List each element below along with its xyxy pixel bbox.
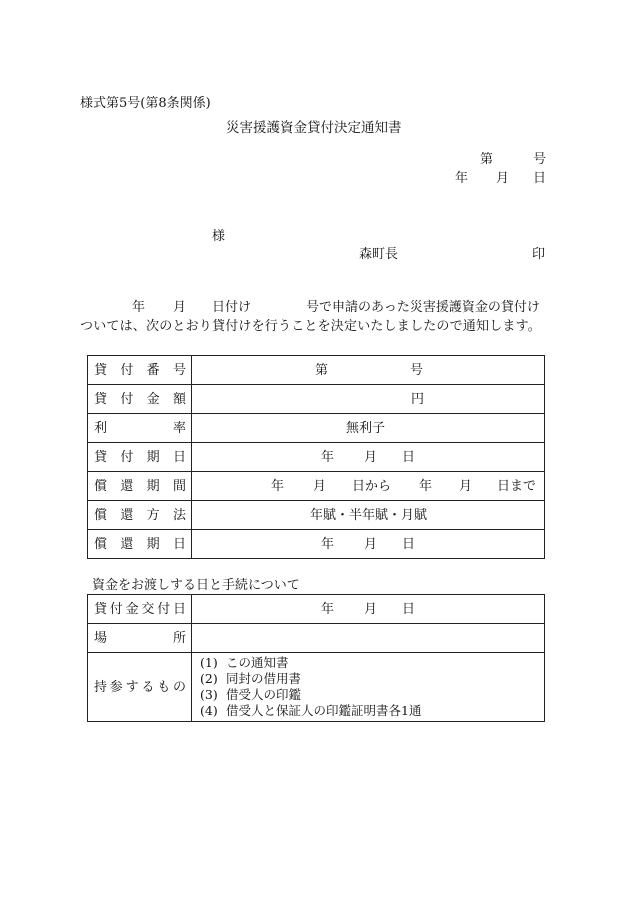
label-char: 還 bbox=[120, 478, 134, 494]
document-title: 災害援護資金貸付決定通知書 bbox=[226, 120, 402, 136]
value-yen: 円 bbox=[411, 392, 425, 407]
table-row bbox=[88, 624, 545, 653]
value-loan-date bbox=[192, 443, 545, 472]
label-char: 期 bbox=[146, 449, 160, 465]
label-char: 貸 bbox=[94, 362, 108, 378]
sender-name: 森町長 bbox=[359, 247, 399, 262]
list-item bbox=[200, 687, 544, 703]
seal-mark: 印 bbox=[532, 247, 546, 262]
form-number: 様式第5号(第8条関係) bbox=[80, 96, 211, 111]
label-loan-amount bbox=[88, 385, 192, 414]
label-char: 償 bbox=[94, 536, 108, 552]
value-nen: 年 bbox=[321, 450, 335, 465]
label-char: 額 bbox=[172, 391, 186, 407]
list-item bbox=[200, 671, 544, 687]
date-nen: 年 bbox=[455, 171, 469, 186]
label-char: 日 bbox=[172, 536, 186, 552]
label-char: 率 bbox=[172, 420, 186, 436]
item-text: この通知書 bbox=[226, 655, 289, 670]
label-char: 還 bbox=[120, 536, 134, 552]
value-hi-kara: 日から bbox=[352, 479, 392, 494]
value-nen: 年 bbox=[271, 479, 285, 494]
value-repayment-date bbox=[192, 530, 545, 559]
label-char: の bbox=[172, 679, 186, 695]
table-row bbox=[88, 530, 545, 559]
label-items-to-bring bbox=[88, 653, 192, 722]
label-char: 付 bbox=[120, 391, 134, 407]
body-nen: 年 bbox=[132, 300, 146, 315]
table-row bbox=[88, 414, 545, 443]
item-text: 借受人と保証人の印鑑証明書各1通 bbox=[226, 703, 422, 718]
label-char: 参 bbox=[109, 679, 123, 695]
body-hizuke: 日付け bbox=[212, 300, 252, 315]
table-row bbox=[88, 385, 545, 414]
label-char: 償 bbox=[94, 478, 108, 494]
label-char: も bbox=[157, 679, 171, 695]
value-hi: 日 bbox=[402, 602, 416, 617]
delivery-heading: 資金をお渡しする日と手続について bbox=[92, 578, 300, 593]
ref-dai: 第 bbox=[480, 152, 494, 167]
value-nen: 年 bbox=[419, 479, 433, 494]
table-row bbox=[88, 501, 545, 530]
label-loan-number bbox=[88, 356, 192, 385]
label-char: 方 bbox=[146, 507, 160, 523]
value-go: 号 bbox=[410, 363, 424, 378]
value-loan-number bbox=[192, 356, 545, 385]
value-location bbox=[192, 624, 545, 653]
value-tsuki: 月 bbox=[364, 537, 378, 552]
value-items-to-bring bbox=[192, 653, 545, 722]
item-number: (4) bbox=[200, 703, 218, 718]
addressee-sama: 様 bbox=[212, 229, 226, 244]
label-char: 貸 bbox=[94, 391, 108, 407]
date-tsuki: 月 bbox=[496, 171, 510, 186]
value-method: 年賦・半年賦・月賦 bbox=[310, 508, 428, 523]
item-text: 借受人の印鑑 bbox=[226, 687, 302, 702]
label-repayment-date bbox=[88, 530, 192, 559]
label-char: 付 bbox=[120, 362, 134, 378]
table-row bbox=[88, 472, 545, 501]
value-tsuki: 月 bbox=[313, 479, 327, 494]
label-char: 番 bbox=[146, 362, 160, 378]
label-char: 法 bbox=[172, 507, 186, 523]
label-char: 交 bbox=[141, 601, 155, 617]
body-line1-tail: 号で申請のあった災害援護資金の貸付け bbox=[306, 300, 540, 315]
value-hi: 日 bbox=[402, 450, 416, 465]
value-tsuki: 月 bbox=[459, 479, 473, 494]
value-hi: 日 bbox=[402, 537, 416, 552]
label-char: 貸 bbox=[94, 601, 108, 617]
label-char: 持 bbox=[94, 679, 108, 695]
list-item bbox=[200, 703, 544, 719]
label-char: 期 bbox=[146, 478, 160, 494]
label-char: 付 bbox=[109, 601, 123, 617]
delivery-table bbox=[87, 594, 545, 722]
value-repayment-method bbox=[192, 501, 545, 530]
ref-go: 号 bbox=[533, 152, 547, 167]
label-char: 利 bbox=[94, 420, 108, 436]
label-char: 貸 bbox=[94, 449, 108, 465]
value-repayment-period bbox=[192, 472, 545, 501]
label-char: 還 bbox=[120, 507, 134, 523]
label-char: す bbox=[125, 679, 139, 695]
table-row bbox=[88, 356, 545, 385]
value-no-interest: 無利子 bbox=[346, 421, 386, 436]
item-number: (3) bbox=[200, 687, 218, 702]
value-loan-amount bbox=[192, 385, 545, 414]
table-row bbox=[88, 443, 545, 472]
label-char: 場 bbox=[94, 630, 108, 646]
date-hi: 日 bbox=[533, 171, 547, 186]
label-char: 期 bbox=[146, 536, 160, 552]
value-nen: 年 bbox=[321, 602, 335, 617]
label-char: 号 bbox=[172, 362, 186, 378]
item-number: (1) bbox=[200, 655, 218, 670]
label-char: 間 bbox=[172, 478, 186, 494]
value-tsuki: 月 bbox=[364, 450, 378, 465]
label-char: 付 bbox=[157, 601, 171, 617]
label-char: 付 bbox=[120, 449, 134, 465]
label-repayment-period bbox=[88, 472, 192, 501]
label-char: 金 bbox=[125, 601, 139, 617]
label-char: 日 bbox=[172, 449, 186, 465]
loan-decision-table bbox=[87, 355, 545, 559]
body-line2: ついては、次のとおり貸付けを行うことを決定いたしましたので通知します。 bbox=[80, 319, 541, 334]
table-row bbox=[88, 653, 545, 722]
item-number: (2) bbox=[200, 671, 218, 686]
label-repayment-method bbox=[88, 501, 192, 530]
label-char: る bbox=[141, 679, 155, 695]
table-row bbox=[88, 595, 545, 624]
label-delivery-date bbox=[88, 595, 192, 624]
item-text: 同封の借用書 bbox=[226, 671, 302, 686]
value-interest-rate bbox=[192, 414, 545, 443]
value-hi-made: 日まで bbox=[497, 479, 537, 494]
label-char: 所 bbox=[172, 630, 186, 646]
value-nen: 年 bbox=[321, 537, 335, 552]
label-location bbox=[88, 624, 192, 653]
body-tsuki: 月 bbox=[173, 300, 187, 315]
label-char: 日 bbox=[172, 601, 186, 617]
label-loan-date bbox=[88, 443, 192, 472]
value-tsuki: 月 bbox=[364, 602, 378, 617]
label-interest-rate bbox=[88, 414, 192, 443]
value-dai: 第 bbox=[315, 363, 329, 378]
list-item bbox=[200, 655, 544, 671]
label-char: 金 bbox=[146, 391, 160, 407]
value-delivery-date bbox=[192, 595, 545, 624]
label-char: 償 bbox=[94, 507, 108, 523]
